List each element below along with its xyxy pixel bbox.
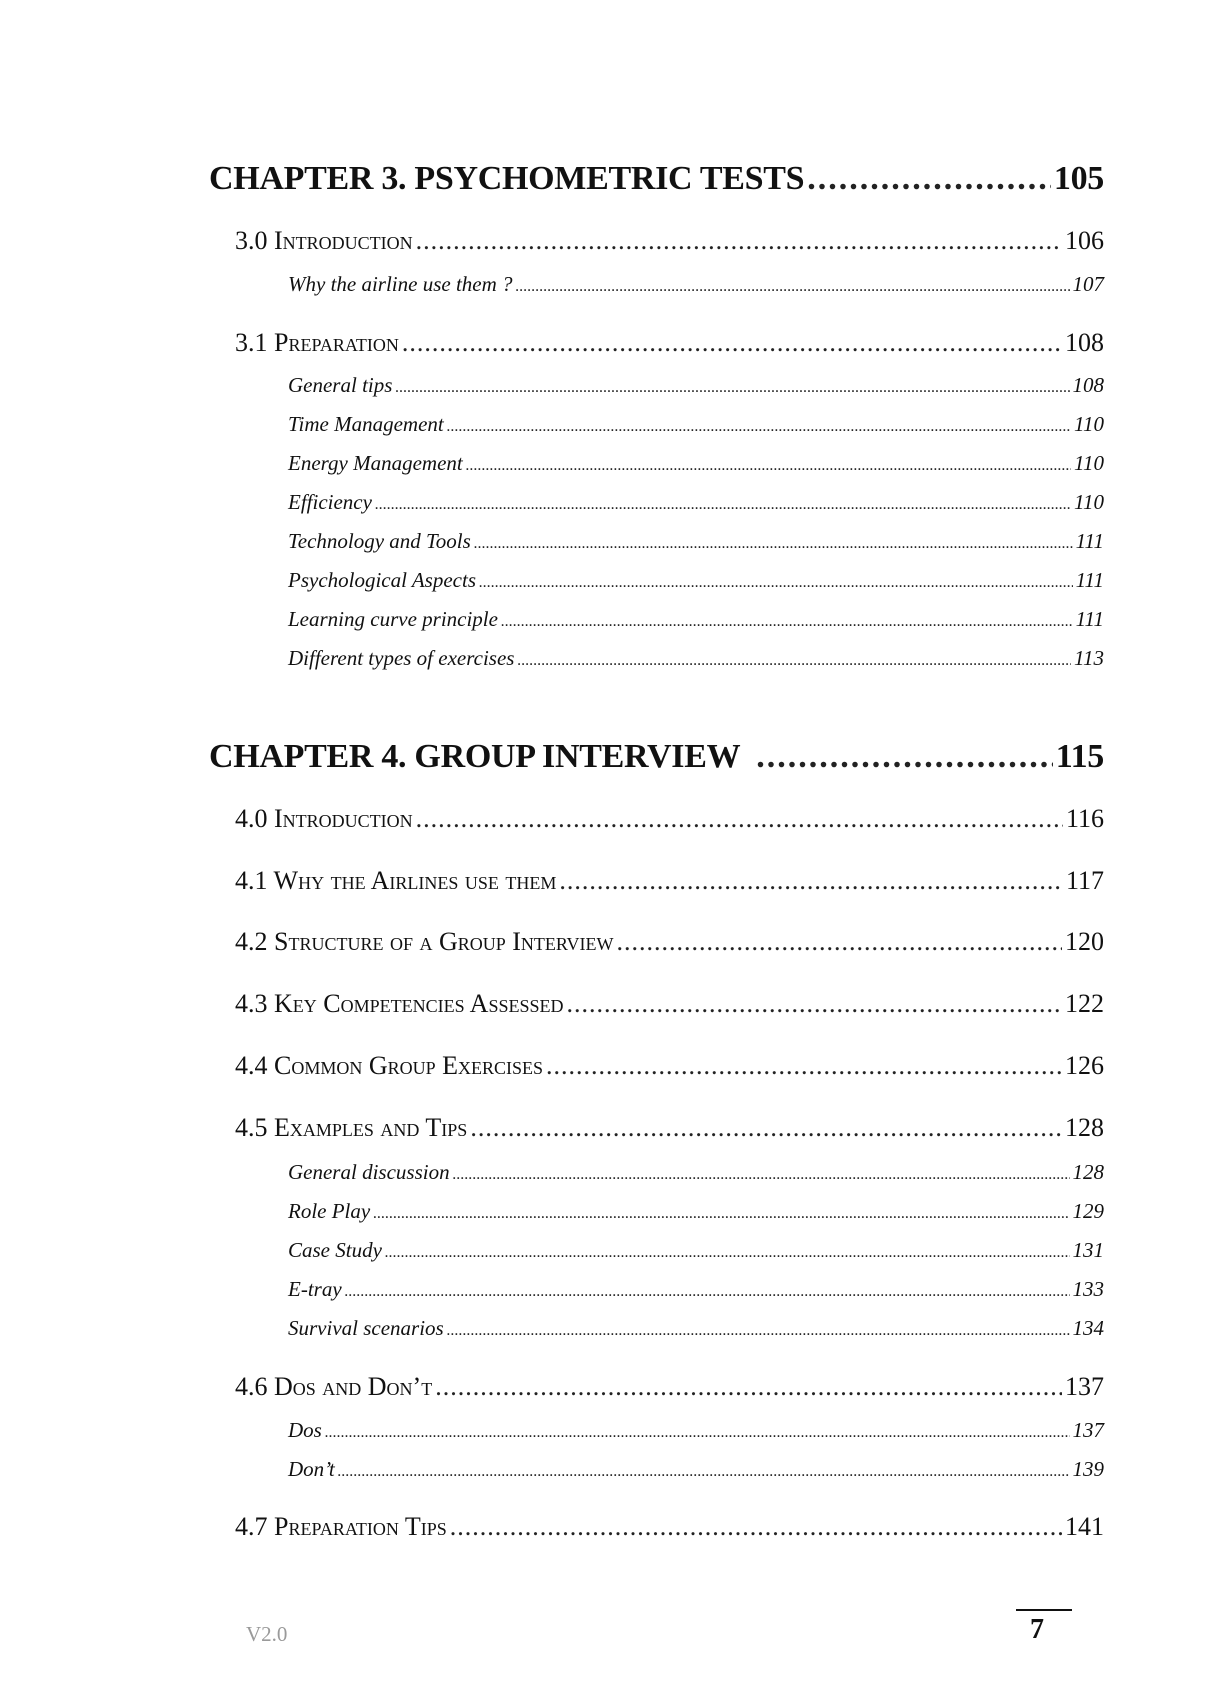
toc-entry-section-4-4[interactable]	[235, 1051, 1104, 1083]
dot-leader	[470, 1113, 1062, 1143]
toc-entry-page: 106	[1065, 226, 1104, 255]
dot-leader	[447, 412, 1071, 437]
toc-entry-section-4-6[interactable]	[235, 1372, 1104, 1404]
toc-entry-page: 113	[1074, 646, 1104, 670]
toc-entry-sub[interactable]	[288, 272, 1104, 298]
dot-leader	[756, 738, 1052, 776]
toc-entry-label: 4.1 Why the Airlines use them	[235, 866, 557, 895]
dot-leader	[567, 989, 1063, 1019]
toc-entry-page: 117	[1065, 866, 1104, 895]
toc-entry-label: Different types of exercises	[288, 646, 515, 670]
toc-entry-page: 120	[1065, 927, 1104, 956]
toc-entry-label: 4.5 Examples and Tips	[235, 1113, 468, 1142]
dot-leader	[338, 1457, 1070, 1482]
toc-entry-section-4-5[interactable]	[235, 1113, 1104, 1145]
toc-entry-label: Don’t	[288, 1457, 335, 1481]
toc-entry-page: 116	[1065, 804, 1104, 833]
dot-leader	[474, 529, 1073, 554]
toc-entry-label: Energy Management	[288, 451, 463, 475]
dot-leader	[546, 1051, 1062, 1081]
toc-entry-page: 107	[1072, 272, 1104, 296]
toc-entry-label: 3.0 Introduction	[235, 226, 413, 255]
toc-entry-sub[interactable]	[288, 490, 1104, 516]
toc-entry-label: Role Play	[288, 1199, 371, 1223]
toc-entry-page: 129	[1072, 1199, 1104, 1223]
toc-entry-label: General discussion	[288, 1160, 450, 1184]
toc-entry-page: 111	[1075, 529, 1104, 553]
page-number-rule	[1016, 1609, 1072, 1611]
toc-entry-section-4-0[interactable]	[235, 804, 1104, 836]
toc-entry-page: 139	[1072, 1457, 1104, 1481]
toc-entry-section-4-3[interactable]	[235, 989, 1104, 1021]
toc-entry-section-4-7[interactable]	[235, 1512, 1104, 1544]
dot-leader	[373, 1199, 1069, 1224]
toc-entry-label: 3.1 Preparation	[235, 328, 399, 357]
toc-entry-page: 131	[1072, 1238, 1104, 1262]
toc-entry-chapter-4[interactable]	[209, 738, 1104, 778]
toc-entry-label: Dos	[288, 1418, 322, 1442]
toc-entry-page: 126	[1065, 1051, 1104, 1080]
toc-entry-label: 4.7 Preparation Tips	[235, 1512, 447, 1541]
dot-leader	[450, 1512, 1062, 1542]
dot-leader	[447, 1316, 1070, 1341]
toc-entry-page: 110	[1074, 451, 1104, 475]
toc-entry-page: 105	[1053, 160, 1104, 197]
dot-leader	[325, 1418, 1070, 1443]
toc-entry-sub[interactable]	[288, 607, 1104, 633]
toc-entry-label: 4.4 Common Group Exercises	[235, 1051, 544, 1080]
toc-entry-label: Time Management	[288, 412, 444, 436]
toc-entry-section-4-1[interactable]	[235, 866, 1104, 898]
toc-entry-sub[interactable]	[288, 1199, 1104, 1225]
toc-entry-page: 133	[1072, 1277, 1104, 1301]
dot-leader	[345, 1277, 1070, 1302]
toc-entry-sub[interactable]	[288, 529, 1104, 555]
toc-entry-page: 108	[1072, 373, 1104, 397]
toc-entry-sub[interactable]	[288, 1160, 1104, 1186]
toc-entry-label: 4.0 Introduction	[235, 804, 413, 833]
dot-leader	[807, 160, 1051, 198]
toc-entry-label: Survival scenarios	[288, 1316, 444, 1340]
toc-entry-label: Psychological Aspects	[288, 568, 476, 592]
toc-entry-page: 128	[1065, 1113, 1104, 1142]
dot-leader	[517, 646, 1071, 671]
toc-entry-sub[interactable]	[288, 646, 1104, 672]
dot-leader	[559, 866, 1063, 896]
toc-entry-label: CHAPTER 4. GROUP INTERVIEW	[209, 738, 741, 775]
dot-leader	[416, 804, 1063, 834]
toc-entry-page: 111	[1075, 607, 1104, 631]
toc-entry-label: Case Study	[288, 1238, 382, 1262]
toc-entry-label: Technology and Tools	[288, 529, 471, 553]
toc-entry-page: 108	[1065, 328, 1104, 357]
toc-entry-label: General tips	[288, 373, 393, 397]
toc-entry-page: 110	[1074, 412, 1104, 436]
document-version: V2.0	[246, 1622, 288, 1646]
toc-entry-page: 111	[1075, 568, 1104, 592]
dot-leader	[616, 927, 1062, 957]
toc-entry-sub[interactable]	[288, 1316, 1104, 1342]
dot-leader	[516, 272, 1070, 297]
dot-leader	[501, 607, 1073, 632]
toc-entry-page: 137	[1072, 1418, 1104, 1442]
toc-entry-page: 137	[1065, 1372, 1104, 1401]
toc-entry-section-4-2[interactable]	[235, 927, 1104, 959]
dot-leader	[435, 1372, 1062, 1402]
toc-entry-label: 4.3 Key Competencies Assessed	[235, 989, 564, 1018]
toc-entry-page: 141	[1065, 1512, 1104, 1541]
toc-entry-chapter-3[interactable]	[209, 160, 1104, 200]
toc-entry-sub[interactable]	[288, 373, 1104, 399]
dot-leader	[466, 451, 1071, 476]
toc-entry-page: 128	[1072, 1160, 1104, 1184]
toc-entry-page: 134	[1072, 1316, 1104, 1340]
toc-entry-page: 115	[1055, 738, 1104, 775]
toc-entry-section-3-1[interactable]	[235, 328, 1104, 360]
toc-entry-section-3-0[interactable]	[235, 226, 1104, 258]
dot-leader	[385, 1238, 1070, 1263]
toc-entry-label: Efficiency	[288, 490, 372, 514]
toc-entry-sub[interactable]	[288, 412, 1104, 438]
toc-entry-sub[interactable]	[288, 1238, 1104, 1264]
toc-entry-sub[interactable]	[288, 451, 1104, 477]
page-number: 7	[1030, 1614, 1044, 1645]
toc-entry-label: E-tray	[288, 1277, 342, 1301]
dot-leader	[416, 226, 1062, 256]
dot-leader	[453, 1160, 1070, 1185]
dot-leader	[402, 328, 1062, 358]
toc-entry-label: Learning curve principle	[288, 607, 498, 631]
toc-entry-sub[interactable]	[288, 1277, 1104, 1303]
toc-entry-sub[interactable]	[288, 1457, 1104, 1483]
toc-entry-page: 122	[1065, 989, 1104, 1018]
toc-entry-page: 110	[1074, 490, 1104, 514]
toc-entry-label: 4.2 Structure of a Group Interview	[235, 927, 614, 956]
dot-leader	[479, 568, 1073, 593]
toc-entry-label: Why the airline use them ?	[288, 272, 513, 296]
toc-entry-sub[interactable]	[288, 568, 1104, 594]
toc-entry-label: 4.6 Dos and Don’t	[235, 1372, 433, 1401]
toc-entry-label: CHAPTER 3. PSYCHOMETRIC TESTS	[209, 160, 805, 197]
dot-leader	[395, 373, 1069, 398]
dot-leader	[375, 490, 1071, 515]
toc-entry-sub[interactable]	[288, 1418, 1104, 1444]
